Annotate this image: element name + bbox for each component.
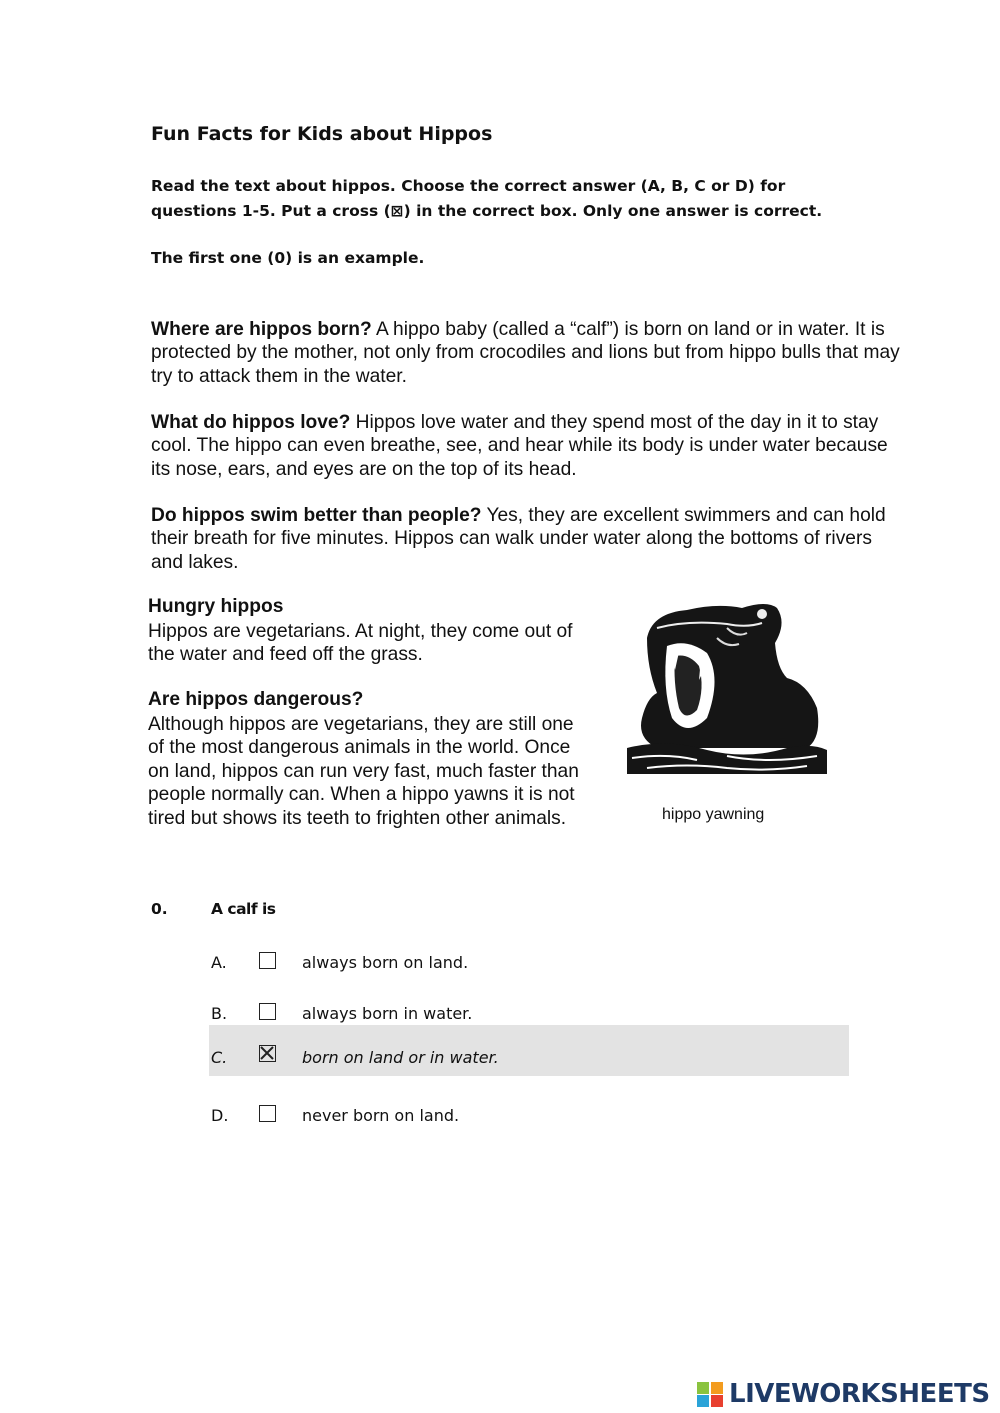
- instructions: Read the text about hippos. Choose the correct answer (A, B, C or D) for questions 1-5. Put a cross (⊠) in the correct box. Only one answer is correct.: [151, 177, 823, 220]
- paragraph-text: A hippo baby (called a “calf”) is born on land or in water. It is protected by the mother, not only from crocodiles and lions but from hippo bulls that may try to attack them in the water.: [151, 319, 900, 387]
- option-text: born on land or in water.: [302, 1048, 499, 1067]
- checkbox[interactable]: [259, 1105, 276, 1122]
- checkbox[interactable]: [259, 1003, 276, 1020]
- option-letter: C.: [211, 1048, 228, 1067]
- paragraph-heading: Where are hippos born?: [151, 319, 372, 340]
- option-text: always born on land.: [302, 953, 469, 972]
- question-number: 0.: [151, 900, 168, 918]
- option-letter: A.: [211, 953, 227, 972]
- option-letter: B.: [211, 1004, 228, 1023]
- example-note: The first one (0) is an example.: [151, 249, 425, 267]
- paragraph-love: [151, 411, 901, 481]
- paragraph-text: Hippos love water and they spend most of the day in it to stay cool. The hippo can even breathe, see, and hear while its body is under water because its nose, ears, and eyes are on the top of its head.: [151, 412, 888, 480]
- checkbox-checked[interactable]: [259, 1045, 276, 1062]
- liveworksheets-logo: [697, 1376, 990, 1412]
- question-text: A calf is: [211, 900, 276, 918]
- section-text-hungry: Hippos are vegetarians. At night, they come out of the water and feed off the grass.: [148, 621, 573, 666]
- option-d[interactable]: [209, 1086, 849, 1138]
- paragraph-text: Yes, they are excellent swimmers and can hold their breath for five minutes. Hippos can walk under water along the bottoms of rivers and lakes.: [151, 505, 886, 573]
- option-c[interactable]: [209, 1025, 849, 1076]
- option-letter: D.: [211, 1106, 229, 1125]
- paragraph-heading: What do hippos love?: [151, 412, 351, 433]
- section-text-dangerous: Although hippos are vegetarians, they are still one of the most dangerous animals in the world. Once on land, hippos can run very fast, much faster than people normally can. When a hippo yawns it is not tired but shows its teeth to frighten other animals.: [148, 714, 579, 829]
- option-a[interactable]: [209, 933, 849, 985]
- logo-icon: [697, 1380, 725, 1408]
- paragraph-heading: Do hippos swim better than people?: [151, 505, 482, 526]
- section-heading-hungry: Hungry hippos: [148, 596, 284, 617]
- page-title: Fun Facts for Kids about Hippos: [151, 123, 493, 145]
- hippo-yawning-illustration: [627, 598, 827, 774]
- paragraph-swim: [151, 504, 901, 574]
- checkbox[interactable]: [259, 952, 276, 969]
- paragraph-born: [151, 318, 901, 388]
- cross-mark-icon: [260, 1046, 274, 1060]
- section-heading-dangerous: Are hippos dangerous?: [148, 689, 364, 710]
- option-text: always born in water.: [302, 1004, 473, 1023]
- image-caption: hippo yawning: [662, 806, 765, 823]
- brand-name: LIVEWORKSHEETS: [729, 1379, 990, 1409]
- option-text: never born on land.: [302, 1106, 460, 1125]
